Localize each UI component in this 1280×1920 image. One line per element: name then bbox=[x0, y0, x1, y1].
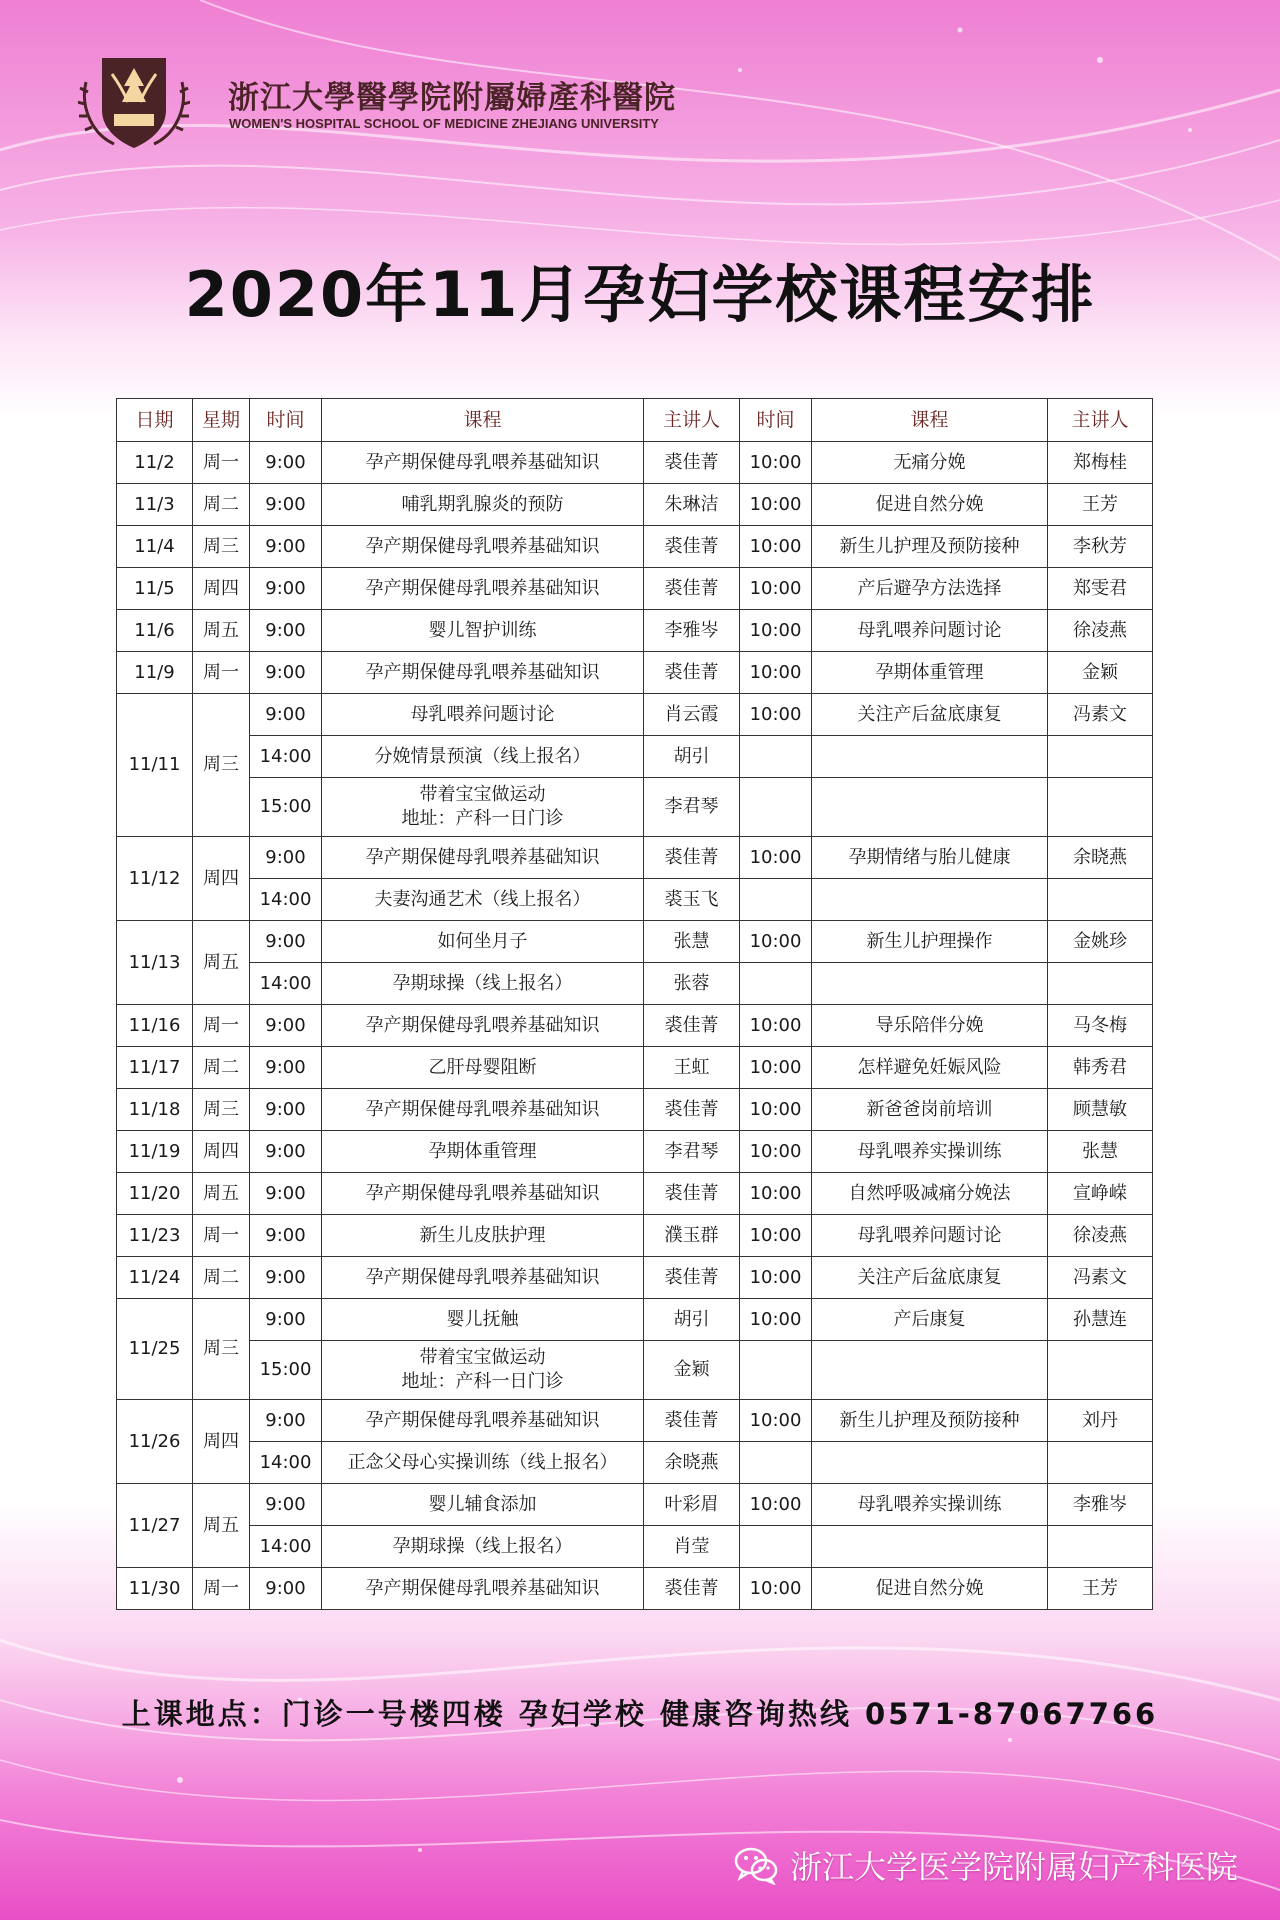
cell-speaker: 金颖 bbox=[644, 1341, 740, 1400]
cell-course: 如何坐月子 bbox=[322, 921, 644, 963]
course-address: 地址：产科一日门诊 bbox=[401, 808, 564, 829]
cell-date: 11/9 bbox=[117, 652, 193, 694]
cell-weekday: 周一 bbox=[193, 1568, 250, 1610]
cell-speaker-2: 郑雯君 bbox=[1048, 568, 1153, 610]
cell-speaker-2: 李雅岑 bbox=[1048, 1484, 1153, 1526]
col-header-date: 日期 bbox=[117, 399, 193, 442]
cell-weekday: 周三 bbox=[193, 526, 250, 568]
cell-time: 9:00 bbox=[250, 1215, 322, 1257]
cell-speaker-2: 李秋芳 bbox=[1048, 526, 1153, 568]
cell-speaker: 肖莹 bbox=[644, 1526, 740, 1568]
cell-time-2 bbox=[740, 1341, 812, 1400]
cell-speaker: 裘佳菁 bbox=[644, 1400, 740, 1442]
cell-time: 9:00 bbox=[250, 1484, 322, 1526]
cell-speaker: 李君琴 bbox=[644, 778, 740, 837]
cell-speaker-2: 马冬梅 bbox=[1048, 1005, 1153, 1047]
cell-speaker: 裘佳菁 bbox=[644, 1173, 740, 1215]
cell-date: 11/24 bbox=[117, 1257, 193, 1299]
cell-course bbox=[322, 1341, 644, 1400]
cell-speaker: 张蓉 bbox=[644, 963, 740, 1005]
cell-speaker: 王虹 bbox=[644, 1047, 740, 1089]
cell-time: 15:00 bbox=[250, 1341, 322, 1400]
table-row bbox=[117, 526, 1153, 568]
cell-course-2: 新生儿护理操作 bbox=[812, 921, 1048, 963]
cell-course-2 bbox=[812, 963, 1048, 1005]
table-row bbox=[117, 1047, 1153, 1089]
cell-speaker-2 bbox=[1048, 1442, 1153, 1484]
cell-course: 乙肝母婴阻断 bbox=[322, 1047, 644, 1089]
cell-course-2: 无痛分娩 bbox=[812, 442, 1048, 484]
cell-course: 孕期球操（线上报名） bbox=[322, 963, 644, 1005]
table-row bbox=[117, 1484, 1153, 1526]
cell-speaker-2 bbox=[1048, 1526, 1153, 1568]
cell-time-2: 10:00 bbox=[740, 1005, 812, 1047]
course-schedule-table bbox=[116, 398, 1153, 1610]
cell-time: 15:00 bbox=[250, 778, 322, 837]
cell-speaker: 张慧 bbox=[644, 921, 740, 963]
cell-course: 哺乳期乳腺炎的预防 bbox=[322, 484, 644, 526]
cell-weekday: 周四 bbox=[193, 1131, 250, 1173]
cell-course: 婴儿辅食添加 bbox=[322, 1484, 644, 1526]
table-row bbox=[117, 1400, 1153, 1442]
wechat-icon bbox=[734, 1845, 778, 1885]
cell-speaker: 裘佳菁 bbox=[644, 652, 740, 694]
col-header-time-2: 时间 bbox=[740, 399, 812, 442]
cell-speaker-2: 徐凌燕 bbox=[1048, 1215, 1153, 1257]
cell-weekday: 周二 bbox=[193, 1047, 250, 1089]
hospital-name-cn: 浙江大學醫學院附屬婦產科醫院 bbox=[228, 80, 676, 116]
cell-speaker-2: 韩秀君 bbox=[1048, 1047, 1153, 1089]
cell-course: 孕产期保健母乳喂养基础知识 bbox=[322, 442, 644, 484]
cell-date: 11/18 bbox=[117, 1089, 193, 1131]
cell-course-2: 新生儿护理及预防接种 bbox=[812, 1400, 1048, 1442]
cell-speaker-2: 郑梅桂 bbox=[1048, 442, 1153, 484]
wechat-account bbox=[734, 1842, 1238, 1888]
cell-time-2: 10:00 bbox=[740, 1131, 812, 1173]
cell-time-2: 10:00 bbox=[740, 1047, 812, 1089]
cell-date: 11/19 bbox=[117, 1131, 193, 1173]
cell-speaker-2 bbox=[1048, 1341, 1153, 1400]
cell-date: 11/6 bbox=[117, 610, 193, 652]
cell-speaker: 裘佳菁 bbox=[644, 1089, 740, 1131]
cell-course: 孕产期保健母乳喂养基础知识 bbox=[322, 837, 644, 879]
cell-time-2: 10:00 bbox=[740, 568, 812, 610]
cell-course-2: 促进自然分娩 bbox=[812, 484, 1048, 526]
cell-time: 9:00 bbox=[250, 484, 322, 526]
table-header-row bbox=[117, 399, 1153, 442]
cell-time-2: 10:00 bbox=[740, 610, 812, 652]
cell-course-2 bbox=[812, 1341, 1048, 1400]
cell-course: 婴儿抚触 bbox=[322, 1299, 644, 1341]
cell-time-2: 10:00 bbox=[740, 837, 812, 879]
cell-course-2: 母乳喂养实操训练 bbox=[812, 1131, 1048, 1173]
cell-date: 11/30 bbox=[117, 1568, 193, 1610]
cell-time: 14:00 bbox=[250, 1526, 322, 1568]
cell-course-2 bbox=[812, 736, 1048, 778]
cell-time-2 bbox=[740, 736, 812, 778]
cell-course-2: 自然呼吸减痛分娩法 bbox=[812, 1173, 1048, 1215]
cell-date: 11/4 bbox=[117, 526, 193, 568]
cell-course: 孕产期保健母乳喂养基础知识 bbox=[322, 1400, 644, 1442]
cell-course-2: 孕期情绪与胎儿健康 bbox=[812, 837, 1048, 879]
cell-weekday: 周一 bbox=[193, 1215, 250, 1257]
cell-time-2: 10:00 bbox=[740, 1173, 812, 1215]
cell-speaker: 李君琴 bbox=[644, 1131, 740, 1173]
table-row bbox=[117, 568, 1153, 610]
cell-date: 11/27 bbox=[117, 1484, 193, 1568]
table-row bbox=[117, 963, 1153, 1005]
cell-speaker-2 bbox=[1048, 879, 1153, 921]
cell-speaker: 叶彩眉 bbox=[644, 1484, 740, 1526]
cell-course: 孕产期保健母乳喂养基础知识 bbox=[322, 1173, 644, 1215]
cell-time: 9:00 bbox=[250, 1400, 322, 1442]
table-row bbox=[117, 1299, 1153, 1341]
cell-weekday: 周二 bbox=[193, 1257, 250, 1299]
cell-course: 孕产期保健母乳喂养基础知识 bbox=[322, 1089, 644, 1131]
cell-course-2 bbox=[812, 879, 1048, 921]
cell-speaker-2: 刘丹 bbox=[1048, 1400, 1153, 1442]
cell-time: 14:00 bbox=[250, 879, 322, 921]
cell-speaker: 裘佳菁 bbox=[644, 1005, 740, 1047]
cell-date: 11/5 bbox=[117, 568, 193, 610]
cell-time: 9:00 bbox=[250, 1257, 322, 1299]
cell-time: 9:00 bbox=[250, 1005, 322, 1047]
cell-course: 孕产期保健母乳喂养基础知识 bbox=[322, 652, 644, 694]
cell-speaker: 裘佳菁 bbox=[644, 568, 740, 610]
cell-time-2: 10:00 bbox=[740, 1484, 812, 1526]
cell-course: 孕产期保健母乳喂养基础知识 bbox=[322, 1257, 644, 1299]
cell-speaker: 裘佳菁 bbox=[644, 1568, 740, 1610]
table-row bbox=[117, 736, 1153, 778]
cell-speaker-2: 宣峥嵘 bbox=[1048, 1173, 1153, 1215]
cell-speaker-2 bbox=[1048, 736, 1153, 778]
cell-speaker-2 bbox=[1048, 778, 1153, 837]
cell-date: 11/26 bbox=[117, 1400, 193, 1484]
cell-course-2: 产后康复 bbox=[812, 1299, 1048, 1341]
cell-speaker-2 bbox=[1048, 963, 1153, 1005]
cell-speaker-2: 张慧 bbox=[1048, 1131, 1153, 1173]
cell-time-2: 10:00 bbox=[740, 484, 812, 526]
cell-course-2: 孕期体重管理 bbox=[812, 652, 1048, 694]
cell-time: 9:00 bbox=[250, 1089, 322, 1131]
cell-course-2: 母乳喂养问题讨论 bbox=[812, 1215, 1048, 1257]
table-row bbox=[117, 1568, 1153, 1610]
cell-weekday: 周一 bbox=[193, 652, 250, 694]
cell-speaker-2: 孙慧连 bbox=[1048, 1299, 1153, 1341]
cell-course: 新生儿皮肤护理 bbox=[322, 1215, 644, 1257]
cell-time-2 bbox=[740, 879, 812, 921]
cell-time: 9:00 bbox=[250, 1173, 322, 1215]
cell-course: 孕产期保健母乳喂养基础知识 bbox=[322, 568, 644, 610]
cell-time-2 bbox=[740, 778, 812, 837]
cell-time: 9:00 bbox=[250, 652, 322, 694]
page-title: 2020年11月孕妇学校课程安排 bbox=[184, 258, 1096, 331]
cell-weekday: 周三 bbox=[193, 1299, 250, 1400]
table-row bbox=[117, 921, 1153, 963]
cell-course: 夫妻沟通艺术（线上报名） bbox=[322, 879, 644, 921]
table-row bbox=[117, 610, 1153, 652]
cell-speaker: 李雅岑 bbox=[644, 610, 740, 652]
cell-speaker-2: 王芳 bbox=[1048, 484, 1153, 526]
cell-time-2: 10:00 bbox=[740, 442, 812, 484]
cell-speaker: 濮玉群 bbox=[644, 1215, 740, 1257]
wechat-account-name: 浙江大学医学院附属妇产科医院 bbox=[789, 1848, 1238, 1886]
cell-time: 9:00 bbox=[250, 1299, 322, 1341]
cell-time-2: 10:00 bbox=[740, 1257, 812, 1299]
cell-weekday: 周四 bbox=[193, 568, 250, 610]
table-row bbox=[117, 837, 1153, 879]
cell-weekday: 周四 bbox=[193, 1400, 250, 1484]
cell-speaker: 裘佳菁 bbox=[644, 442, 740, 484]
cell-course: 母乳喂养问题讨论 bbox=[322, 694, 644, 736]
cell-time: 14:00 bbox=[250, 736, 322, 778]
hospital-name-en: WOMEN'S HOSPITAL SCHOOL OF MEDICINE ZHEJIANG UNIVERSITY bbox=[229, 116, 659, 131]
table-row bbox=[117, 879, 1153, 921]
cell-speaker: 朱琳洁 bbox=[644, 484, 740, 526]
cell-date: 11/2 bbox=[117, 442, 193, 484]
cell-time-2: 10:00 bbox=[740, 694, 812, 736]
cell-date: 11/20 bbox=[117, 1173, 193, 1215]
cell-course-2: 导乐陪伴分娩 bbox=[812, 1005, 1048, 1047]
table-row bbox=[117, 1173, 1153, 1215]
table-row bbox=[117, 1089, 1153, 1131]
cell-speaker-2: 冯素文 bbox=[1048, 694, 1153, 736]
cell-speaker: 裘佳菁 bbox=[644, 526, 740, 568]
cell-speaker: 裘玉飞 bbox=[644, 879, 740, 921]
cell-speaker-2: 金颖 bbox=[1048, 652, 1153, 694]
cell-speaker-2: 冯素文 bbox=[1048, 1257, 1153, 1299]
cell-time: 9:00 bbox=[250, 1131, 322, 1173]
col-header-time: 时间 bbox=[250, 399, 322, 442]
table-row bbox=[117, 1442, 1153, 1484]
table-row bbox=[117, 1341, 1153, 1400]
hospital-emblem-icon bbox=[78, 52, 190, 152]
cell-weekday: 周五 bbox=[193, 1484, 250, 1568]
class-location-hotline: 上课地点：门诊一号楼四楼 孕妇学校 健康咨询热线 0571-87067766 bbox=[121, 1697, 1159, 1731]
cell-course-2: 关注产后盆底康复 bbox=[812, 694, 1048, 736]
table-row bbox=[117, 1131, 1153, 1173]
cell-course: 婴儿智护训练 bbox=[322, 610, 644, 652]
cell-date: 11/12 bbox=[117, 837, 193, 921]
cell-course: 正念父母心实操训练（线上报名） bbox=[322, 1442, 644, 1484]
cell-weekday: 周五 bbox=[193, 1173, 250, 1215]
cell-time-2: 10:00 bbox=[740, 526, 812, 568]
cell-speaker-2: 王芳 bbox=[1048, 1568, 1153, 1610]
cell-date: 11/3 bbox=[117, 484, 193, 526]
cell-course: 分娩情景预演（线上报名） bbox=[322, 736, 644, 778]
cell-time-2 bbox=[740, 1526, 812, 1568]
cell-course-2: 新爸爸岗前培训 bbox=[812, 1089, 1048, 1131]
cell-weekday: 周一 bbox=[193, 442, 250, 484]
cell-date: 11/16 bbox=[117, 1005, 193, 1047]
cell-course-2: 怎样避免妊娠风险 bbox=[812, 1047, 1048, 1089]
cell-course-2: 新生儿护理及预防接种 bbox=[812, 526, 1048, 568]
cell-time-2: 10:00 bbox=[740, 1400, 812, 1442]
cell-course: 孕期体重管理 bbox=[322, 1131, 644, 1173]
cell-speaker: 肖云霞 bbox=[644, 694, 740, 736]
cell-date: 11/13 bbox=[117, 921, 193, 1005]
cell-weekday: 周五 bbox=[193, 610, 250, 652]
cell-time: 9:00 bbox=[250, 1568, 322, 1610]
cell-speaker: 胡引 bbox=[644, 736, 740, 778]
cell-time-2 bbox=[740, 1442, 812, 1484]
cell-weekday: 周三 bbox=[193, 1089, 250, 1131]
cell-time: 9:00 bbox=[250, 442, 322, 484]
cell-date: 11/25 bbox=[117, 1299, 193, 1400]
cell-course-2: 母乳喂养问题讨论 bbox=[812, 610, 1048, 652]
cell-speaker: 裘佳菁 bbox=[644, 837, 740, 879]
cell-course bbox=[322, 778, 644, 837]
cell-time: 9:00 bbox=[250, 568, 322, 610]
cell-time: 9:00 bbox=[250, 610, 322, 652]
cell-speaker-2: 金姚珍 bbox=[1048, 921, 1153, 963]
cell-time: 14:00 bbox=[250, 963, 322, 1005]
cell-weekday: 周五 bbox=[193, 921, 250, 1005]
cell-course-2 bbox=[812, 778, 1048, 837]
col-header-speaker-2: 主讲人 bbox=[1048, 399, 1153, 442]
cell-date: 11/23 bbox=[117, 1215, 193, 1257]
cell-course-2 bbox=[812, 1526, 1048, 1568]
cell-date: 11/11 bbox=[117, 694, 193, 837]
cell-weekday: 周三 bbox=[193, 694, 250, 837]
cell-course-2 bbox=[812, 1442, 1048, 1484]
cell-speaker: 胡引 bbox=[644, 1299, 740, 1341]
cell-time-2: 10:00 bbox=[740, 1089, 812, 1131]
cell-course-2: 关注产后盆底康复 bbox=[812, 1257, 1048, 1299]
cell-date: 11/17 bbox=[117, 1047, 193, 1089]
cell-time: 9:00 bbox=[250, 1047, 322, 1089]
cell-course: 孕产期保健母乳喂养基础知识 bbox=[322, 526, 644, 568]
cell-time: 9:00 bbox=[250, 694, 322, 736]
table-row bbox=[117, 694, 1153, 736]
cell-time-2: 10:00 bbox=[740, 921, 812, 963]
cell-speaker-2: 余晓燕 bbox=[1048, 837, 1153, 879]
cell-course: 孕产期保健母乳喂养基础知识 bbox=[322, 1568, 644, 1610]
cell-course: 孕期球操（线上报名） bbox=[322, 1526, 644, 1568]
table-row bbox=[117, 1215, 1153, 1257]
cell-time: 14:00 bbox=[250, 1442, 322, 1484]
cell-weekday: 周一 bbox=[193, 1005, 250, 1047]
table-row bbox=[117, 1005, 1153, 1047]
cell-course: 孕产期保健母乳喂养基础知识 bbox=[322, 1005, 644, 1047]
hospital-header bbox=[78, 52, 676, 152]
table-row bbox=[117, 442, 1153, 484]
cell-course-2: 产后避孕方法选择 bbox=[812, 568, 1048, 610]
cell-course-2: 母乳喂养实操训练 bbox=[812, 1484, 1048, 1526]
cell-speaker: 裘佳菁 bbox=[644, 1257, 740, 1299]
col-header-weekday: 星期 bbox=[193, 399, 250, 442]
table-row bbox=[117, 1526, 1153, 1568]
cell-time: 9:00 bbox=[250, 526, 322, 568]
cell-speaker-2: 徐凌燕 bbox=[1048, 610, 1153, 652]
cell-time-2: 10:00 bbox=[740, 1215, 812, 1257]
cell-speaker-2: 顾慧敏 bbox=[1048, 1089, 1153, 1131]
col-header-course: 课程 bbox=[322, 399, 644, 442]
cell-time: 9:00 bbox=[250, 837, 322, 879]
table-row bbox=[117, 778, 1153, 837]
cell-time-2: 10:00 bbox=[740, 652, 812, 694]
course-title: 带着宝宝做运动 bbox=[419, 1347, 546, 1368]
cell-course-2: 促进自然分娩 bbox=[812, 1568, 1048, 1610]
cell-weekday: 周四 bbox=[193, 837, 250, 921]
table-row bbox=[117, 484, 1153, 526]
course-address: 地址：产科一日门诊 bbox=[401, 1371, 564, 1392]
course-title: 带着宝宝做运动 bbox=[419, 784, 546, 805]
cell-speaker: 余晓燕 bbox=[644, 1442, 740, 1484]
cell-time-2: 10:00 bbox=[740, 1568, 812, 1610]
col-header-course-2: 课程 bbox=[812, 399, 1048, 442]
col-header-speaker: 主讲人 bbox=[644, 399, 740, 442]
cell-time: 9:00 bbox=[250, 921, 322, 963]
cell-weekday: 周二 bbox=[193, 484, 250, 526]
cell-time-2 bbox=[740, 963, 812, 1005]
table-row bbox=[117, 652, 1153, 694]
table-row bbox=[117, 1257, 1153, 1299]
cell-time-2: 10:00 bbox=[740, 1299, 812, 1341]
